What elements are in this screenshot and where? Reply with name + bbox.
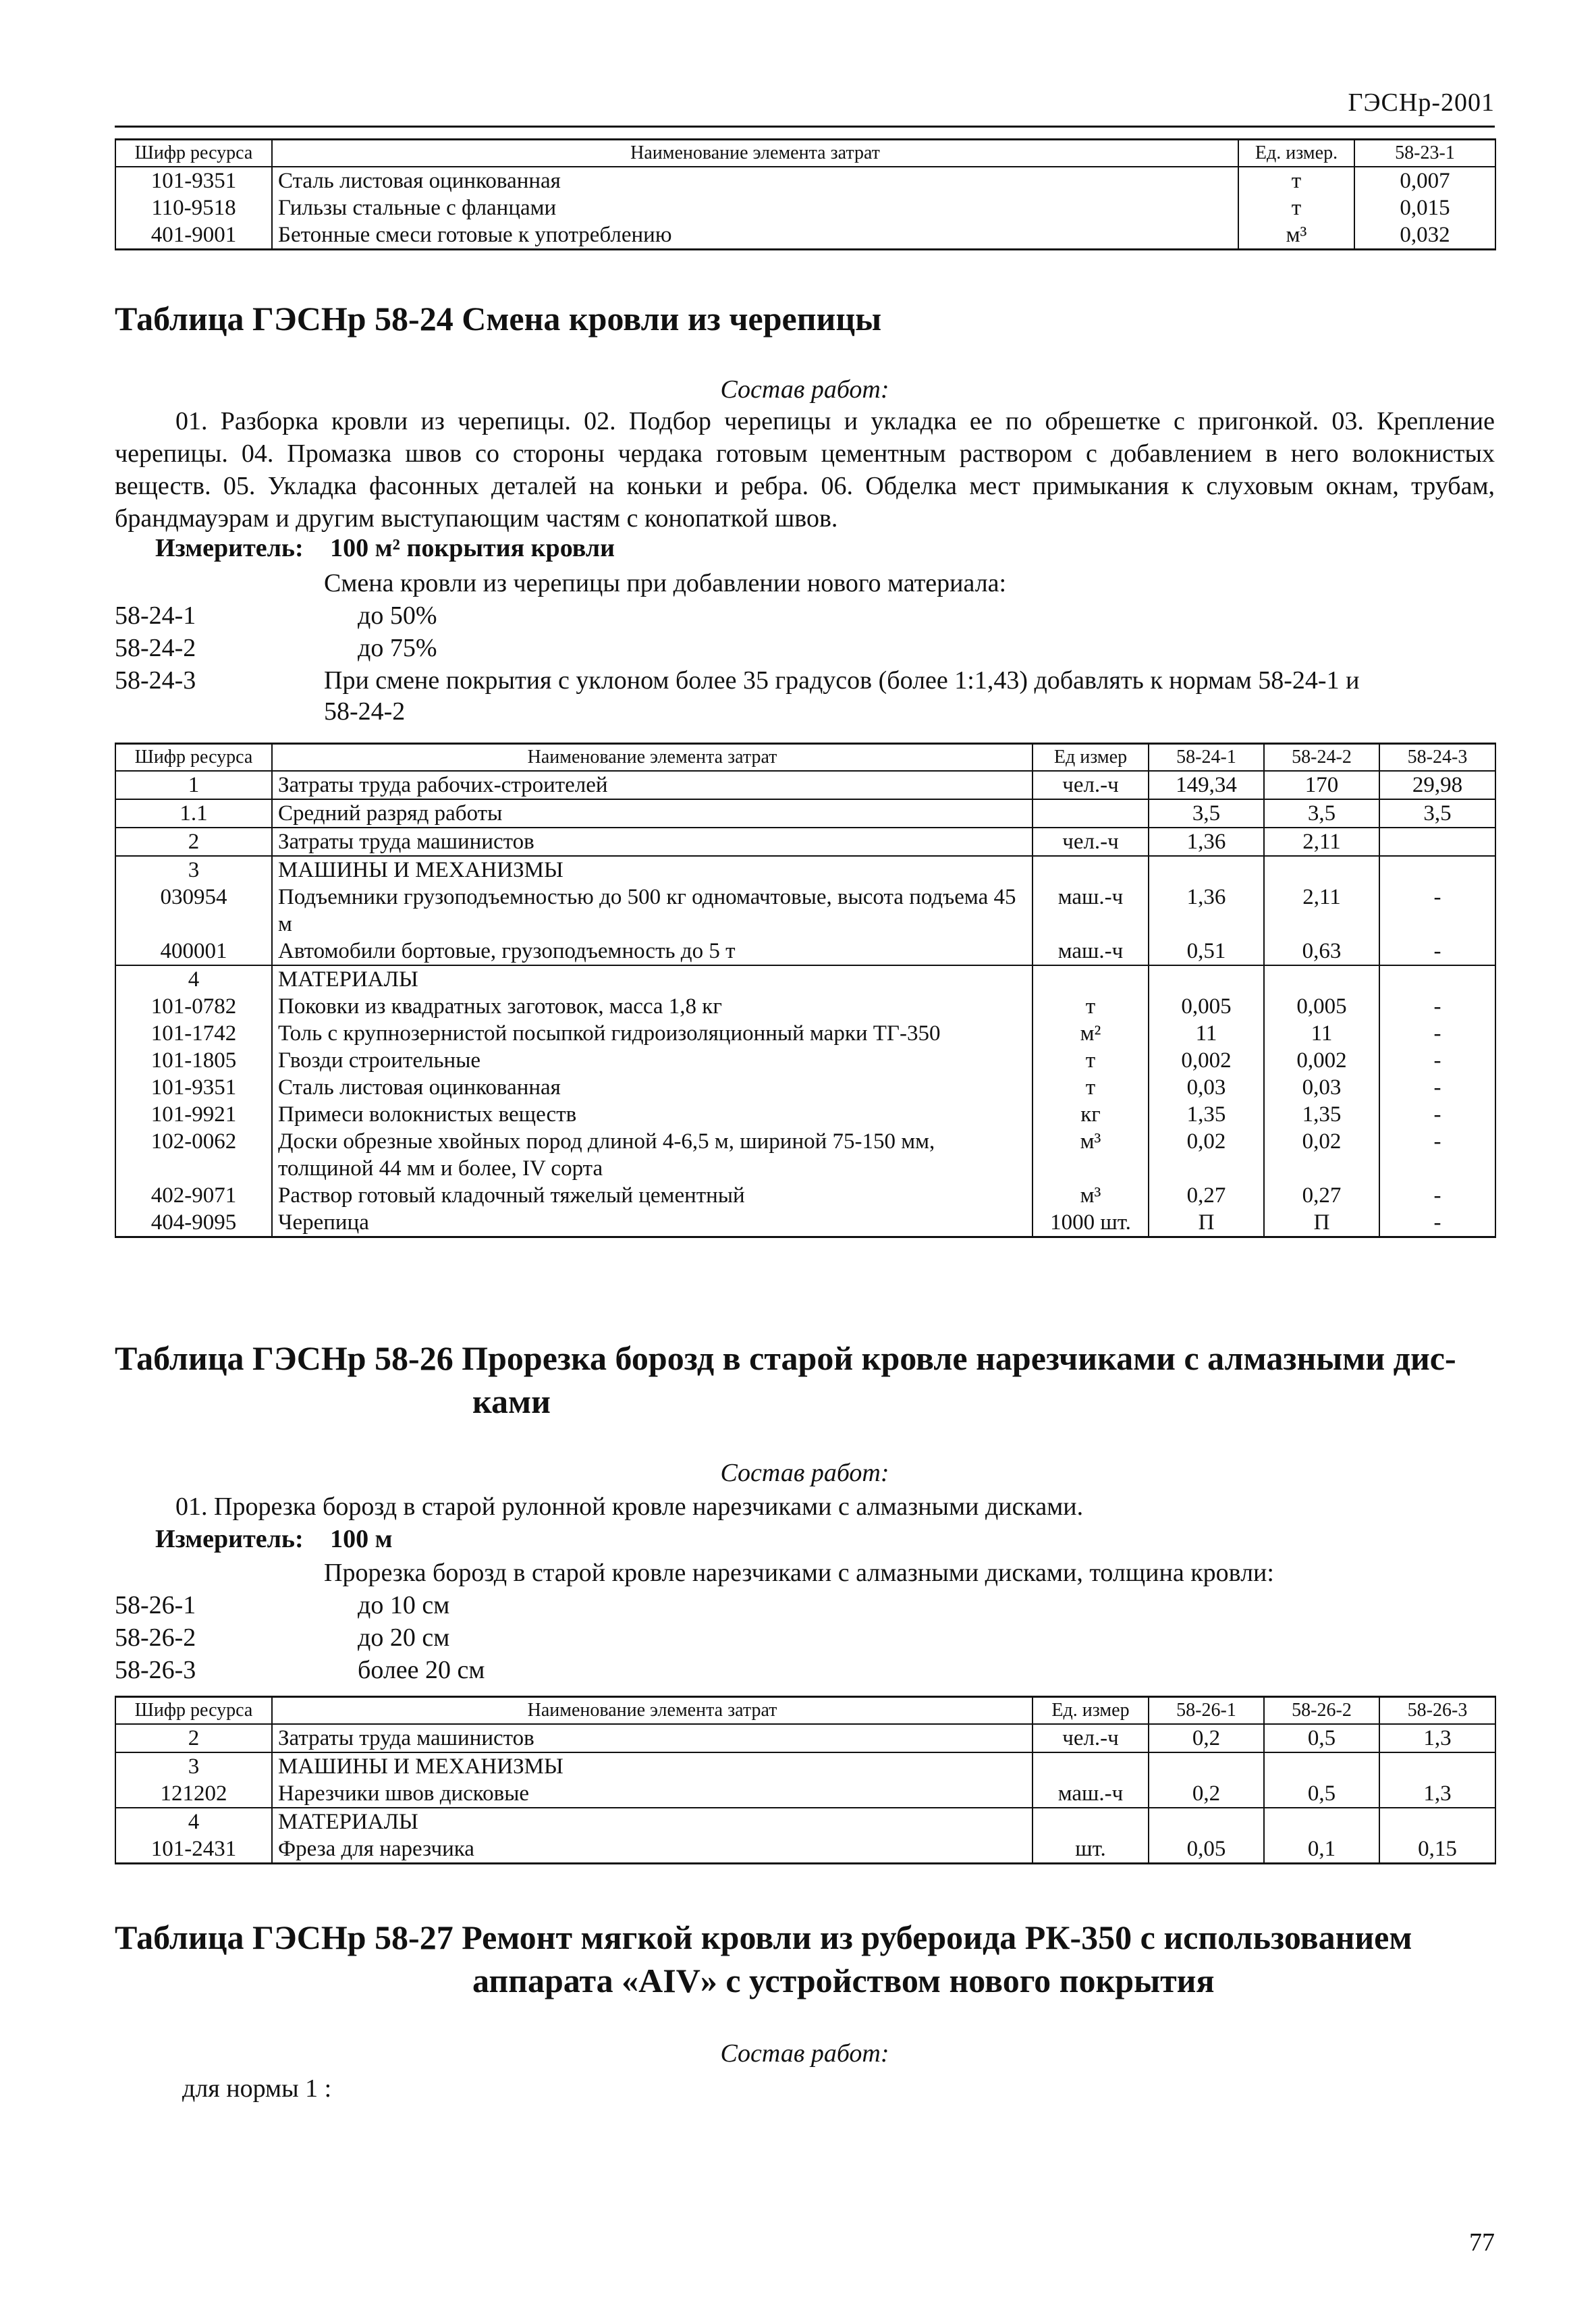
cell-name: Примеси волокнистых веществ [272,1101,1033,1128]
cell-unit: т [1033,1074,1149,1101]
cell-value: 0,2 [1149,1780,1264,1808]
norm-text: до 75% [358,634,437,662]
cell-name: Средний разряд работы [272,799,1033,828]
table-58-23 [115,138,1496,250]
cell-code: 030954 [115,884,272,938]
col-header-name: Наименование элемента затрат [272,1697,1033,1725]
table-row [115,1074,1495,1101]
col-header-norm: 58-26-2 [1264,1697,1379,1725]
meter-label: Измеритель: [155,1525,304,1553]
cell-value: 29,98 [1379,771,1495,799]
cell-unit: маш.-ч [1033,884,1149,938]
col-header-unit: Ед. измер [1033,1697,1149,1725]
cell-value: П [1264,1209,1379,1237]
cell-value: 0,27 [1149,1182,1264,1209]
norm-text-cont: 58-24-2 [324,697,406,726]
col-header-norm: 58-24-2 [1264,744,1379,772]
table-row-section [115,965,1495,993]
col-header-name: Наименование элемента затрат [272,744,1033,772]
cell-value: 0,51 [1149,938,1264,965]
table-row [115,1182,1495,1209]
norm-text: до 50% [358,601,437,630]
cell-code: 400001 [115,938,272,965]
cell-code: 101-9351 [115,167,272,194]
cell-code: 101-9351 [115,1074,272,1101]
cell-value: 1,3 [1379,1780,1495,1808]
cell-unit: чел.-ч [1033,771,1149,799]
meter-value: 100 м² покрытия кровли [330,534,615,562]
col-header-code: Шифр ресурса [115,140,272,167]
sostav-label-58-27: Состав работ: [720,2039,889,2068]
section-title-58-24: Таблица ГЭСНр 58-24 Смена кровли из черепицы [115,300,882,338]
cell-code: 101-0782 [115,993,272,1020]
cell-value: 1,36 [1149,884,1264,938]
cell-unit: м³ [1238,221,1354,250]
intro-58-26: Прорезка борозд в старой кровле нарезчиками с алмазными дисками, толщина кровли: [324,1559,1274,1587]
cell-unit: т [1033,1047,1149,1074]
cell-name: Нарезчики швов дисковые [272,1780,1033,1808]
table-row [115,993,1495,1020]
cell-unit: т [1238,167,1354,194]
cell-value: 3,5 [1264,799,1379,828]
norm-code: 58-24-1 [115,601,196,630]
cell-value: 0,1 [1264,1835,1379,1864]
col-header-unit: Ед измер [1033,744,1149,772]
cell-code: 401-9001 [115,221,272,250]
cell-value: 0,032 [1354,221,1495,250]
cell-value: 0,02 [1264,1128,1379,1182]
norm-code: 58-26-3 [115,1656,196,1684]
cell-value: 0,05 [1149,1835,1264,1864]
cell-value: - [1379,1020,1495,1047]
sostav-text-58-24: 01. Разборка кровли из черепицы. 02. Подбор черепицы и укладка ее по обрешетке с пригонкой. 03. Крепление черепицы. 04. Промазка швов со стороны чердака готовым цементным раствором с добавлением в него волокнистых веществ. 05. Укладка фасонных деталей на коньки и ребра. 06. Обделка мест примыкания к слуховым окнам, трубам, брандмауэрам и другим выступающим частям с конопаткой швов. [115,407,1495,533]
col-header-norm: 58-26-3 [1379,1697,1495,1725]
cell-value: 0,015 [1354,194,1495,221]
cell-value: 0,03 [1264,1074,1379,1101]
cell-code: 110-9518 [115,194,272,221]
cell-value: 0,007 [1354,167,1495,194]
table-row [115,884,1495,938]
table-row [115,938,1495,965]
cell-value: 1,36 [1149,828,1264,856]
cell-name: Автомобили бортовые, грузоподъемность до 5 т [272,938,1033,965]
norm-text: до 20 см [358,1623,450,1652]
col-header-code: Шифр ресурса [115,1697,272,1725]
col-header-norm: 58-26-1 [1149,1697,1264,1725]
cell-value: - [1379,1101,1495,1128]
cell-unit: т [1238,194,1354,221]
cell-value: - [1379,938,1495,965]
cell-name: МАШИНЫ И МЕХАНИЗМЫ [272,1752,1033,1780]
cell-value [1379,1752,1495,1780]
cell-code: 1 [115,771,272,799]
cell-value: 0,005 [1264,993,1379,1020]
cell-value [1379,1808,1495,1835]
cell-name: Сталь листовая оцинкованная [272,167,1238,194]
cell-value [1379,856,1495,884]
cell-value: 11 [1264,1020,1379,1047]
cell-unit: чел.-ч [1033,1724,1149,1752]
norm-code: 58-26-2 [115,1623,196,1652]
cell-code: 4 [115,1808,272,1835]
cell-name: Сталь листовая оцинкованная [272,1074,1033,1101]
cell-value: - [1379,1074,1495,1101]
cell-code: 2 [115,828,272,856]
table-row [115,1020,1495,1047]
cell-value: 0,5 [1264,1724,1379,1752]
cell-value: - [1379,1128,1495,1182]
cell-code: 101-9921 [115,1101,272,1128]
cell-value [1264,856,1379,884]
cell-code: 1.1 [115,799,272,828]
cell-value: 2,11 [1264,828,1379,856]
cell-value: 0,5 [1264,1780,1379,1808]
cell-value: 0,03 [1149,1074,1264,1101]
cell-name: Черепица [272,1209,1033,1237]
table-row [115,1047,1495,1074]
table-row [115,1724,1495,1752]
cell-code: 121202 [115,1780,272,1808]
cell-name: МАШИНЫ И МЕХАНИЗМЫ [272,856,1033,884]
cell-value [1264,965,1379,993]
meter-label: Измеритель: [155,534,304,562]
cell-code: 402-9071 [115,1182,272,1209]
cell-value [1264,1752,1379,1780]
cell-unit: шт. [1033,1835,1149,1864]
cell-value: 149,34 [1149,771,1264,799]
norm-code: 58-24-3 [115,666,196,695]
table-row [115,771,1495,799]
cell-name: Толь с крупнозернистой посыпкой гидроизоляционный марки ТГ-350 [272,1020,1033,1047]
sostav-text-58-26: 01. Прорезка борозд в старой рулонной кровле нарезчиками с алмазными дисками. [175,1493,1084,1521]
cell-name: Раствор готовый кладочный тяжелый цементный [272,1182,1033,1209]
cell-name: Подъемники грузоподъемностью до 500 кг одномачтовые, высота подъема 45 м [272,884,1033,938]
table-row [115,828,1495,856]
col-header-name: Наименование элемента затрат [272,140,1238,167]
cell-code: 101-2431 [115,1835,272,1864]
cell-name: Затраты труда машинистов [272,828,1033,856]
col-header-unit: Ед. измер. [1238,140,1354,167]
cell-value [1149,1752,1264,1780]
section-title-58-26-cont: ками [472,1382,551,1420]
cell-value [1149,856,1264,884]
intro-58-24: Смена кровли из черепицы при добавлении нового материала: [324,569,1007,597]
cell-name: Бетонные смеси готовые к употреблению [272,221,1238,250]
cell-unit: т [1033,993,1149,1020]
section-title-58-26: Таблица ГЭСНр 58-26 Прорезка борозд в старой кровле нарезчиками с алмазными дис- [115,1339,1456,1377]
cell-value: - [1379,1047,1495,1074]
cell-value: 0,27 [1264,1182,1379,1209]
cell-code: 3 [115,1752,272,1780]
cell-value: 3,5 [1379,799,1495,828]
cell-value [1149,965,1264,993]
cell-value: 0,002 [1149,1047,1264,1074]
cell-value [1264,1808,1379,1835]
cell-value: 1,35 [1149,1101,1264,1128]
cell-value: - [1379,1182,1495,1209]
meter-58-24 [155,533,615,563]
norm-text: до 10 см [358,1591,450,1619]
cell-value: 1,35 [1264,1101,1379,1128]
cell-value [1379,828,1495,856]
cell-unit: маш.-ч [1033,1780,1149,1808]
cell-value: 0,15 [1379,1835,1495,1864]
cell-unit: кг [1033,1101,1149,1128]
cell-value: 1,3 [1379,1724,1495,1752]
col-header-norm: 58-24-3 [1379,744,1495,772]
table-row-section [115,1752,1495,1780]
col-header-norm: 58-23-1 [1354,140,1495,167]
cell-value: 0,002 [1264,1047,1379,1074]
table-row [115,799,1495,828]
cell-unit: маш.-ч [1033,938,1149,965]
table-row [115,1780,1495,1808]
cell-unit: 1000 шт. [1033,1209,1149,1237]
table-row [115,1128,1495,1182]
cell-code: 101-1805 [115,1047,272,1074]
cell-unit: чел.-ч [1033,828,1149,856]
table-row [115,1101,1495,1128]
cell-name: Гильзы стальные с фланцами [272,194,1238,221]
cell-code: 4 [115,965,272,993]
cell-value: 11 [1149,1020,1264,1047]
cell-value: 170 [1264,771,1379,799]
cell-value: - [1379,993,1495,1020]
cell-value: 0,005 [1149,993,1264,1020]
cell-unit [1033,799,1149,828]
cell-code: 404-9095 [115,1209,272,1237]
col-header-norm: 58-24-1 [1149,744,1264,772]
cell-code: 102-0062 [115,1128,272,1182]
page-number: 77 [1469,2228,1495,2257]
section-title-58-27: Таблица ГЭСНр 58-27 Ремонт мягкой кровли из рубероида РК-350 с использованием [115,1918,1412,1956]
section-title-58-27-cont: аппарата «AIV» с устройством нового покрытия [472,1962,1215,1999]
table-row [115,221,1495,250]
cell-value: 0,63 [1264,938,1379,965]
cell-unit [1033,1752,1149,1780]
cell-unit: м³ [1033,1128,1149,1182]
cell-unit: м³ [1033,1182,1149,1209]
cell-value [1149,1808,1264,1835]
document-code: ГЭСНр-2001 [1348,88,1495,117]
cell-name: Затраты труда машинистов [272,1724,1033,1752]
table-row-section [115,1808,1495,1835]
norm-text: более 20 см [358,1656,485,1684]
cell-value: 2,11 [1264,884,1379,938]
cell-value [1379,965,1495,993]
meter-value: 100 м [330,1525,393,1553]
header-rule [115,126,1495,128]
cell-name: Фреза для нарезчика [272,1835,1033,1864]
cell-name: Затраты труда рабочих-строителей [272,771,1033,799]
cell-value: - [1379,884,1495,938]
table-row [115,167,1495,194]
meter-58-26 [155,1524,393,1554]
cell-name: МАТЕРИАЛЫ [272,965,1033,993]
table-row-section [115,856,1495,884]
cell-code: 2 [115,1724,272,1752]
cell-code: 101-1742 [115,1020,272,1047]
table-row [115,1835,1495,1864]
table-row [115,194,1495,221]
cell-name: Поковки из квадратных заготовок, масса 1,8 кг [272,993,1033,1020]
cell-unit [1033,856,1149,884]
table-row [115,1209,1495,1237]
cell-unit: м² [1033,1020,1149,1047]
cell-value: П [1149,1209,1264,1237]
cell-name: Гвозди строительные [272,1047,1033,1074]
cell-name: МАТЕРИАЛЫ [272,1808,1033,1835]
cell-value: 0,02 [1149,1128,1264,1182]
cell-value: 0,2 [1149,1724,1264,1752]
norm-text: При смене покрытия с уклоном более 35 градусов (более 1:1,43) добавлять к нормам 58-24-1 и [324,666,1360,695]
cell-value: - [1379,1209,1495,1237]
cell-code: 3 [115,856,272,884]
cell-name: Доски обрезные хвойных пород длиной 4-6,5 м, шириной 75-150 мм, толщиной 44 мм и более, IV сорта [272,1128,1033,1182]
table-58-26 [115,1696,1496,1864]
cell-unit [1033,965,1149,993]
cell-value: 3,5 [1149,799,1264,828]
norm-code: 58-24-2 [115,634,196,662]
sostav-label-58-26: Состав работ: [720,1459,889,1487]
col-header-code: Шифр ресурса [115,744,272,772]
sostav-label-58-24: Состав работ: [720,375,889,404]
norm-code: 58-26-1 [115,1591,196,1619]
norm-label-58-27: для нормы 1 : [182,2074,332,2103]
table-58-24 [115,743,1496,1238]
cell-unit [1033,1808,1149,1835]
